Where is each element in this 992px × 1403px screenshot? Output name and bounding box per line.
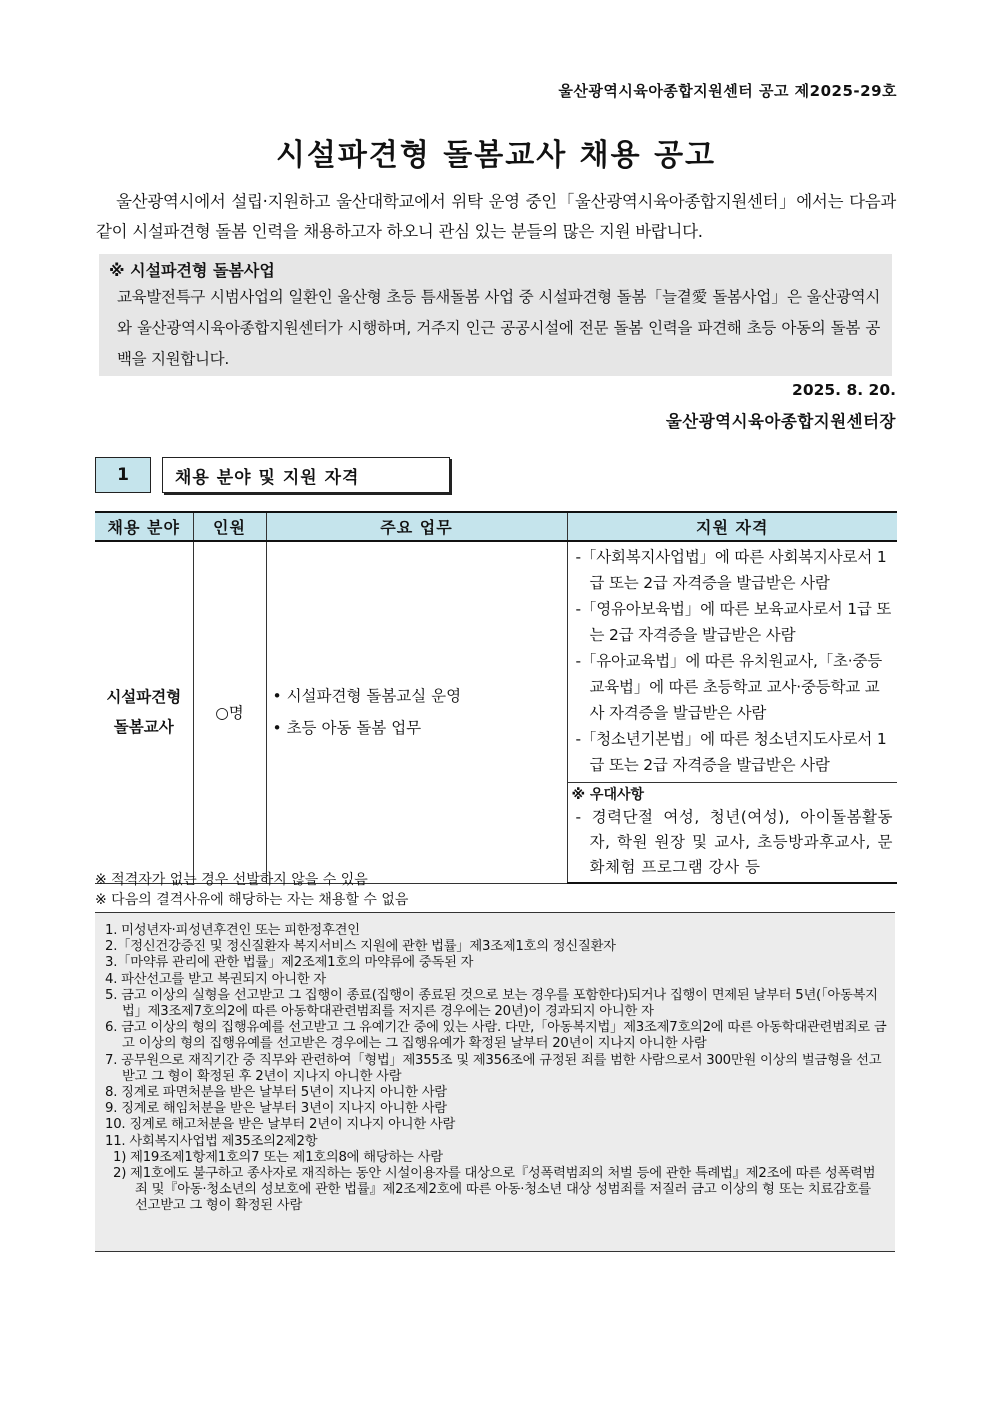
disqualification-item: 10. 징계로 해고처분을 받은 날부터 2년이 지나지 아니한 사람: [105, 1117, 456, 1133]
disqualification-item: 9. 징계로 해임처분을 받은 날부터 3년이 지나지 아니한 사람: [105, 1101, 447, 1117]
disqualification-item: 6. 금고 이상의 형의 집행유예를 선고받고 그 유예기간 중에 있는 사람. 다만,「아동복지법」제3조제7호의2에 따른 아동학대관련범죄로 금고 이상의 형의 집행유예를 선고받은 경우에는 그 집행유예가 확정된 날부터 20년이 지나지 아니한 사람: [105, 1020, 887, 1052]
preference-body: - 경력단절 여성, 청년(여성), 아이돌봄활동자, 학원 원장 및 교사, 초등방과후교사, 문화체험 프로그램 강사 등: [575, 808, 893, 876]
field-cell: [95, 541, 193, 883]
note-item: ※ 적격자가 없는 경우 선발하지 않을 수 있음: [95, 872, 368, 888]
announcement-date: 2025. 8. 20.: [792, 381, 896, 399]
qualification-item: -「사회복지사업법」에 따른 사회복지사로서 1급 또는 2급 자격증을 발급받은 사람: [575, 548, 887, 592]
qualifications-cell: [567, 541, 897, 783]
disqualification-item: 11. 사회복지사업법 제35조의2제2항: [105, 1133, 318, 1149]
header-field: 채용 분야: [95, 512, 193, 541]
preference-cell: [567, 783, 897, 884]
page-title: 시설파견형 돌봄교사 채용 공고: [275, 138, 717, 173]
header-count: 인원: [193, 512, 266, 541]
disqualification-subitem: 2) 제1호에도 불구하고 종사자로 재직하는 동안 시설이용자를 대상으로『성폭력범죄의 처벌 등에 관한 특례법』제2조에 따른 성폭력범죄 및『아동·청소년의 성보호에 관한 법률』제2조제2호에 따른 아동·청소년 대상 성범죄를 저질러 금고 이상의 형 또는 치료감호를 선고받고 그 형이 확정된 사람: [113, 1166, 876, 1214]
disqualification-item: 1. 미성년자·피성년후견인 또는 피한정후견인: [105, 923, 360, 938]
duties-cell: [266, 541, 567, 883]
disqualification-subitem: 1) 제19조제1항제1호의7 또는 제1호의8에 해당하는 사람: [113, 1149, 443, 1165]
qualification-item: -「청소년기본법」에 따른 청소년지도사로서 1급 또는 2급 자격증을 발급받은 사람: [575, 730, 887, 774]
header-qualifications: 지원 자격: [567, 512, 897, 541]
duty-item: • 시설파견형 돌봄교실 운영: [272, 687, 462, 706]
disqualification-item: 4. 파산선고를 받고 복권되지 아니한 자: [105, 971, 326, 987]
field-line-2: 돌봄교사: [113, 718, 174, 737]
intro-paragraph: 울산광역시에서 설립·지원하고 울산대학교에서 위탁 운영 중인「울산광역시육아종합지원센터」에서는 다음과 같이 시설파견형 돌봄 인력을 채용하고자 하오니 관심 있는 분들의 많은 지원 바랍니다.: [96, 192, 896, 241]
project-info-box: [99, 254, 892, 376]
field-line-1: 시설파견형: [106, 688, 182, 707]
recruitment-table: [95, 511, 897, 884]
disqualification-box: [95, 912, 895, 1252]
signature: 울산광역시육아종합지원센터장: [665, 412, 896, 431]
disqualification-item: 8. 징계로 파면처분을 받은 날부터 5년이 지나지 아니한 사람: [105, 1085, 447, 1101]
disqualification-item: 7. 공무원으로 재직기간 중 직무와 관련하여「형법」제355조 및 제356조에 규정된 죄를 범한 사람으로서 300만원 이상의 벌금형을 선고받고 그 형이 확정된 후 2년이 지나지 아니한 사람: [105, 1052, 882, 1084]
qualification-item: -「유아교육법」에 따른 유치원교사,「초·중등교육법」에 따른 초등학교 교사·중등학교 교사 자격증을 발급받은 사람: [575, 652, 883, 722]
notes: [95, 870, 408, 910]
disqualification-item: 5. 금고 이상의 실형을 선고받고 그 집행이 종료(집행이 종료된 것으로 보는 경우를 포함한다)되거나 집행이 면제된 날부터 5년(「아동복지법」제3조제7호의2에 따른 아동학대관련범죄를 저지른 경우에는 20년)이 경과되지 아니한 자: [105, 987, 878, 1020]
notice-number: 울산광역시육아종합지원센터 공고 제2025-29호: [558, 82, 897, 100]
count-cell: ○명: [193, 541, 266, 883]
header-duties: 주요 업무: [266, 512, 567, 541]
duty-item: • 초등 아동 돌봄 업무: [272, 719, 422, 738]
section-title: 채용 분야 및 지원 자격: [162, 457, 450, 493]
disqualification-item: 2.「정신건강증진 및 정신질환자 복지서비스 지원에 관한 법률」제3조제1호의 정신질환자: [105, 939, 616, 955]
note-item: ※ 다음의 결격사유에 해당하는 자는 채용할 수 없음: [95, 892, 409, 908]
section-number: 1: [95, 457, 151, 493]
project-info-body: 교육발전특구 시범사업의 일환인 울산형 초등 틈새돌봄 사업 중 시설파견형 돌봄「늘곁愛 돌봄사업」은 울산광역시와 울산광역시육아종합지원센터가 시행하며, 거주지 인근 공공시설에 전문 돌봄 인력을 파견해 초등 아동의 돌봄 공백을 지원합니다.: [117, 288, 880, 368]
preference-title: ※ 우대사항: [571, 787, 645, 803]
qualification-item: -「영유아보육법」에 따른 보육교사로서 1급 또는 2급 자격증을 발급받은 사람: [575, 600, 892, 644]
project-info-title: ※ 시설파견형 돌봄사업: [109, 261, 275, 280]
disqualification-item: 3.「마약류 관리에 관한 법률」제2조제1호의 마약류에 중독된 자: [105, 955, 474, 971]
